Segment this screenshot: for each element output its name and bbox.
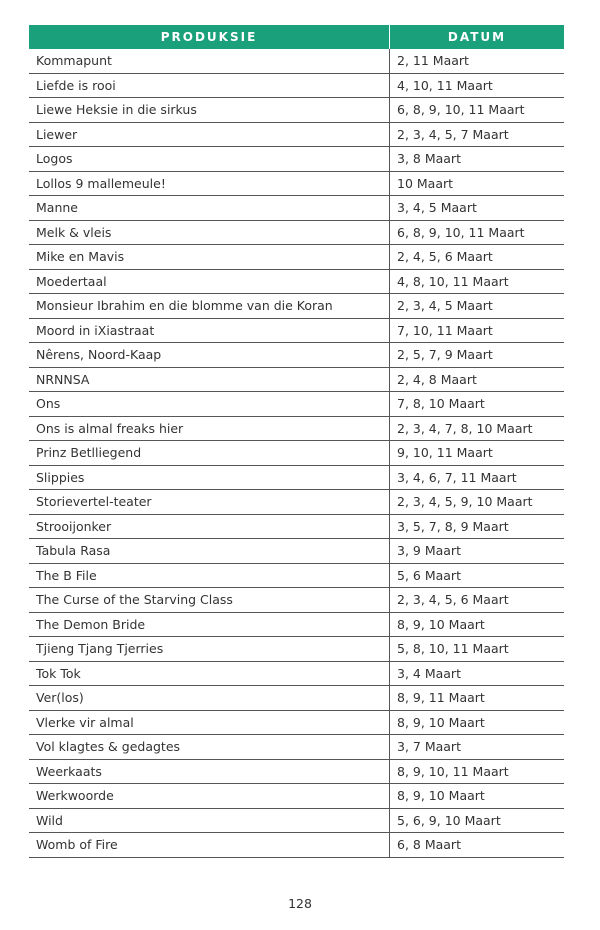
date-cell: 3, 4 Maart [397, 665, 461, 681]
date-cell: 10 Maart [397, 175, 454, 191]
table-row [29, 417, 564, 442]
table-row [29, 662, 564, 687]
date-cell: 4, 10, 11 Maart [397, 77, 493, 93]
production-cell: Ver(los) [29, 686, 390, 710]
date-cell: 7, 8, 10 Maart [397, 396, 485, 412]
table-row [29, 123, 564, 148]
production-cell: Liewe Heksie in die sirkus [29, 98, 390, 122]
table-row [29, 784, 564, 809]
production-cell: Vol klagtes & gedagtes [29, 735, 390, 759]
production-cell: Nêrens, Noord-Kaap [29, 343, 390, 367]
date-cell: 3, 4, 5 Maart [397, 200, 477, 216]
production-cell: Melk & vleis [29, 221, 390, 245]
table-row [29, 49, 564, 74]
table-row [29, 270, 564, 295]
table-row [29, 98, 564, 123]
date-cell: 3, 5, 7, 8, 9 Maart [397, 518, 509, 534]
production-cell: Slippies [29, 466, 390, 490]
production-cell: Storievertel-teater [29, 490, 390, 514]
production-cell: The B File [29, 564, 390, 588]
table-row [29, 564, 564, 589]
table-row [29, 515, 564, 540]
table-row [29, 343, 564, 368]
production-cell: Tabula Rasa [29, 539, 390, 563]
date-cell: 8, 9, 11 Maart [397, 690, 485, 706]
production-cell: Lollos 9 mallemeule! [29, 172, 390, 196]
table-row [29, 368, 564, 393]
production-cell: Prinz Betlliegend [29, 441, 390, 465]
date-cell: 7, 10, 11 Maart [397, 322, 493, 338]
table-row [29, 147, 564, 172]
table-row [29, 294, 564, 319]
production-cell: The Curse of the Starving Class [29, 588, 390, 612]
table-row [29, 441, 564, 466]
production-cell: Monsieur Ibrahim en die blomme van die Koran [29, 294, 390, 318]
table-row [29, 539, 564, 564]
production-cell: Manne [29, 196, 390, 220]
production-cell: Werkwoorde [29, 784, 390, 808]
date-cell: 8, 9, 10 Maart [397, 788, 485, 804]
date-cell: 2, 11 Maart [397, 53, 469, 69]
table-row [29, 221, 564, 246]
table-row [29, 711, 564, 736]
date-cell: 2, 3, 4, 5 Maart [397, 298, 493, 314]
date-cell: 5, 8, 10, 11 Maart [397, 641, 509, 657]
table-row [29, 760, 564, 785]
date-cell: 8, 9, 10 Maart [397, 714, 485, 730]
table-row [29, 319, 564, 344]
date-cell: 3, 8 Maart [397, 151, 461, 167]
date-cell: 6, 8 Maart [397, 837, 461, 853]
table-row [29, 245, 564, 270]
date-cell: 9, 10, 11 Maart [397, 445, 493, 461]
date-cell: 2, 3, 4, 7, 8, 10 Maart [397, 420, 533, 436]
header-production: PRODUKSIE [29, 25, 390, 49]
date-cell: 6, 8, 9, 10, 11 Maart [397, 224, 525, 240]
table-row [29, 613, 564, 638]
production-cell: NRNNSA [29, 368, 390, 392]
table-row [29, 392, 564, 417]
production-cell: Tok Tok [29, 662, 390, 686]
table-row [29, 809, 564, 834]
table-row [29, 833, 564, 858]
production-cell: Strooijonker [29, 515, 390, 539]
date-cell: 4, 8, 10, 11 Maart [397, 273, 509, 289]
date-cell: 6, 8, 9, 10, 11 Maart [397, 102, 525, 118]
production-cell: Vlerke vir almal [29, 711, 390, 735]
production-cell: Tjieng Tjang Tjerries [29, 637, 390, 661]
table-row [29, 74, 564, 99]
date-cell: 2, 4, 5, 6 Maart [397, 249, 493, 265]
production-cell: Liefde is rooi [29, 74, 390, 98]
table-row [29, 172, 564, 197]
table-row [29, 735, 564, 760]
table-row [29, 466, 564, 491]
date-cell: 3, 9 Maart [397, 543, 461, 559]
table-body [29, 49, 564, 858]
production-cell: Moord in iXiastraat [29, 319, 390, 343]
production-cell: Moedertaal [29, 270, 390, 294]
table-row [29, 490, 564, 515]
production-cell: Logos [29, 147, 390, 171]
header-date: DATUM [447, 30, 507, 44]
production-cell: Weerkaats [29, 760, 390, 784]
page-number: 128 [288, 896, 312, 911]
schedule-table [29, 25, 564, 858]
table-row [29, 637, 564, 662]
date-cell: 2, 3, 4, 5, 6 Maart [397, 592, 509, 608]
table-row [29, 588, 564, 613]
date-cell: 3, 4, 6, 7, 11 Maart [397, 469, 517, 485]
production-cell: The Demon Bride [29, 613, 390, 637]
date-cell: 8, 9, 10, 11 Maart [397, 763, 509, 779]
production-cell: Ons is almal freaks hier [29, 417, 390, 441]
production-cell: Mike en Mavis [29, 245, 390, 269]
production-cell: Liewer [29, 123, 390, 147]
date-cell: 5, 6 Maart [397, 567, 461, 583]
production-cell: Womb of Fire [29, 833, 390, 857]
date-cell: 2, 5, 7, 9 Maart [397, 347, 493, 363]
production-cell: Ons [29, 392, 390, 416]
table-row [29, 686, 564, 711]
date-cell: 2, 4, 8 Maart [397, 371, 477, 387]
production-cell: Kommapunt [29, 49, 390, 73]
date-cell: 2, 3, 4, 5, 9, 10 Maart [397, 494, 533, 510]
date-cell: 2, 3, 4, 5, 7 Maart [397, 126, 509, 142]
date-cell: 5, 6, 9, 10 Maart [397, 812, 501, 828]
table-row [29, 196, 564, 221]
production-cell: Wild [29, 809, 390, 833]
date-cell: 3, 7 Maart [397, 739, 461, 755]
date-cell: 8, 9, 10 Maart [397, 616, 485, 632]
table-header [29, 25, 564, 49]
